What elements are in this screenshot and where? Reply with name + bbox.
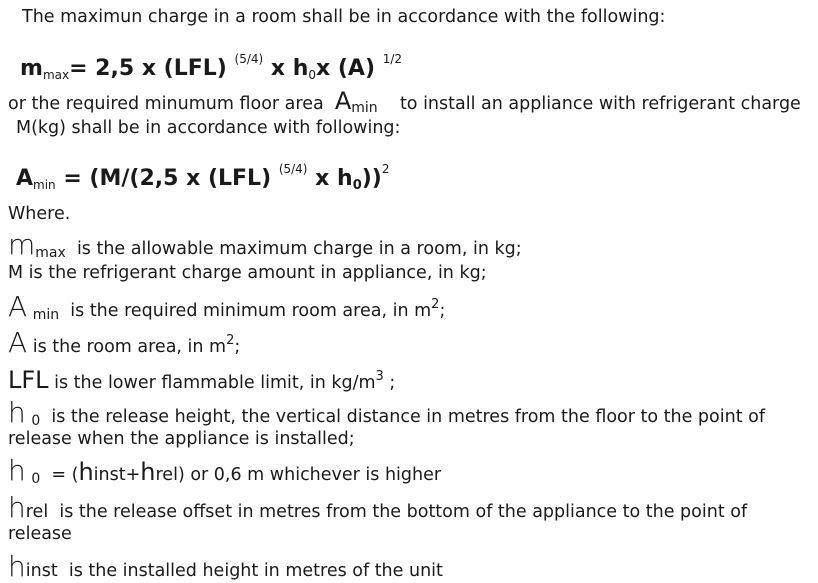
hinst-label: inst bbox=[25, 561, 58, 581]
formula-part: x (A) bbox=[316, 56, 376, 81]
formula-m-subscript: max bbox=[42, 68, 70, 82]
mmax-subscript: max bbox=[35, 245, 66, 261]
def-hinst bbox=[8, 550, 443, 583]
paragraph-text: or the required minumum floor area bbox=[8, 94, 324, 114]
lfl-symbol: LFL bbox=[8, 366, 49, 394]
def-text: is the installed height in metres of the unit bbox=[68, 561, 443, 581]
formula-a-symbol: A bbox=[16, 166, 34, 191]
def-text: ; bbox=[439, 301, 446, 321]
a-symbol: A bbox=[8, 326, 28, 359]
formula-part: = 2,5 x (LFL) bbox=[69, 56, 227, 81]
h0-symbol: h bbox=[8, 454, 26, 487]
h-symbol: h bbox=[78, 458, 94, 486]
def-text: is the release height, the vertical distance in metres from the floor to the point of bbox=[51, 407, 765, 427]
h0-subscript: 0 bbox=[31, 471, 41, 487]
def-text: ; bbox=[234, 337, 241, 357]
a-symbol: A bbox=[334, 87, 352, 115]
def-LFL bbox=[8, 366, 395, 394]
def-hrel bbox=[8, 491, 748, 524]
formula-max-charge bbox=[20, 48, 402, 86]
def-text: is the lower flammable limit, in kg/m bbox=[54, 373, 376, 393]
hinst-symbol: h bbox=[8, 550, 26, 583]
paragraph-text: to install an appliance with refrigerant charge bbox=[399, 94, 801, 114]
formula-exponent: 2 bbox=[381, 162, 390, 176]
superscript: 2 bbox=[431, 297, 440, 312]
def-text: = ( bbox=[51, 465, 79, 485]
amin-subscript: min bbox=[32, 307, 60, 323]
def-hrel-line2: release bbox=[8, 524, 72, 544]
paragraph-line2: M(kg) shall be in accordance with following: bbox=[16, 118, 401, 138]
hrel-label: rel bbox=[25, 502, 49, 522]
h-symbol: h bbox=[140, 458, 156, 486]
def-h0-line2: release when the appliance is installed; bbox=[8, 429, 355, 449]
a-min-subscript: min bbox=[351, 100, 378, 116]
def-amin bbox=[8, 290, 446, 326]
formula-exponent: 1/2 bbox=[382, 52, 402, 66]
def-A bbox=[8, 326, 241, 359]
formula-h-subscript: 0 bbox=[308, 68, 317, 82]
formula-part: x h bbox=[315, 166, 353, 191]
def-text: ; bbox=[383, 373, 396, 393]
def-text: is the required minimum room area, in m bbox=[70, 301, 432, 321]
def-mmax bbox=[8, 228, 522, 264]
superscript: 3 bbox=[375, 369, 384, 384]
def-text: is the allowable maximum charge in a room, in kg; bbox=[76, 239, 522, 259]
formula-min-area bbox=[16, 158, 389, 197]
mmax-symbol: m bbox=[8, 228, 36, 261]
superscript: 2 bbox=[226, 333, 235, 348]
intro-text: The maximun charge in a room shall be in accordance with the following: bbox=[22, 7, 666, 27]
formula-h-subscript: 0 bbox=[352, 178, 362, 193]
formula-exponent: (5/4) bbox=[278, 162, 308, 176]
formula-part: )) bbox=[361, 166, 382, 191]
def-text: inst+ bbox=[93, 465, 141, 485]
def-h0-equation bbox=[8, 454, 442, 490]
formula-m-symbol: m bbox=[20, 56, 43, 81]
formula-a-subscript: min bbox=[33, 178, 56, 192]
formula-exponent: (5/4) bbox=[234, 52, 264, 66]
where-label: Where. bbox=[8, 204, 71, 224]
hrel-symbol: h bbox=[8, 491, 26, 524]
def-text: rel) or 0,6 m whichever is higher bbox=[155, 465, 442, 485]
def-text: is the release offset in metres from the bottom of the appliance to the point of bbox=[59, 502, 748, 522]
formula-part: = (M/(2,5 x (LFL) bbox=[63, 166, 272, 191]
def-text: is the room area, in m bbox=[32, 337, 227, 357]
def-M: M is the refrigerant charge amount in appliance, in kg; bbox=[8, 263, 487, 283]
h0-subscript: 0 bbox=[31, 413, 41, 429]
formula-part: x h bbox=[263, 56, 309, 81]
amin-symbol: A bbox=[8, 290, 28, 323]
h0-symbol: h bbox=[8, 396, 26, 429]
paragraph-min-area bbox=[8, 87, 801, 119]
